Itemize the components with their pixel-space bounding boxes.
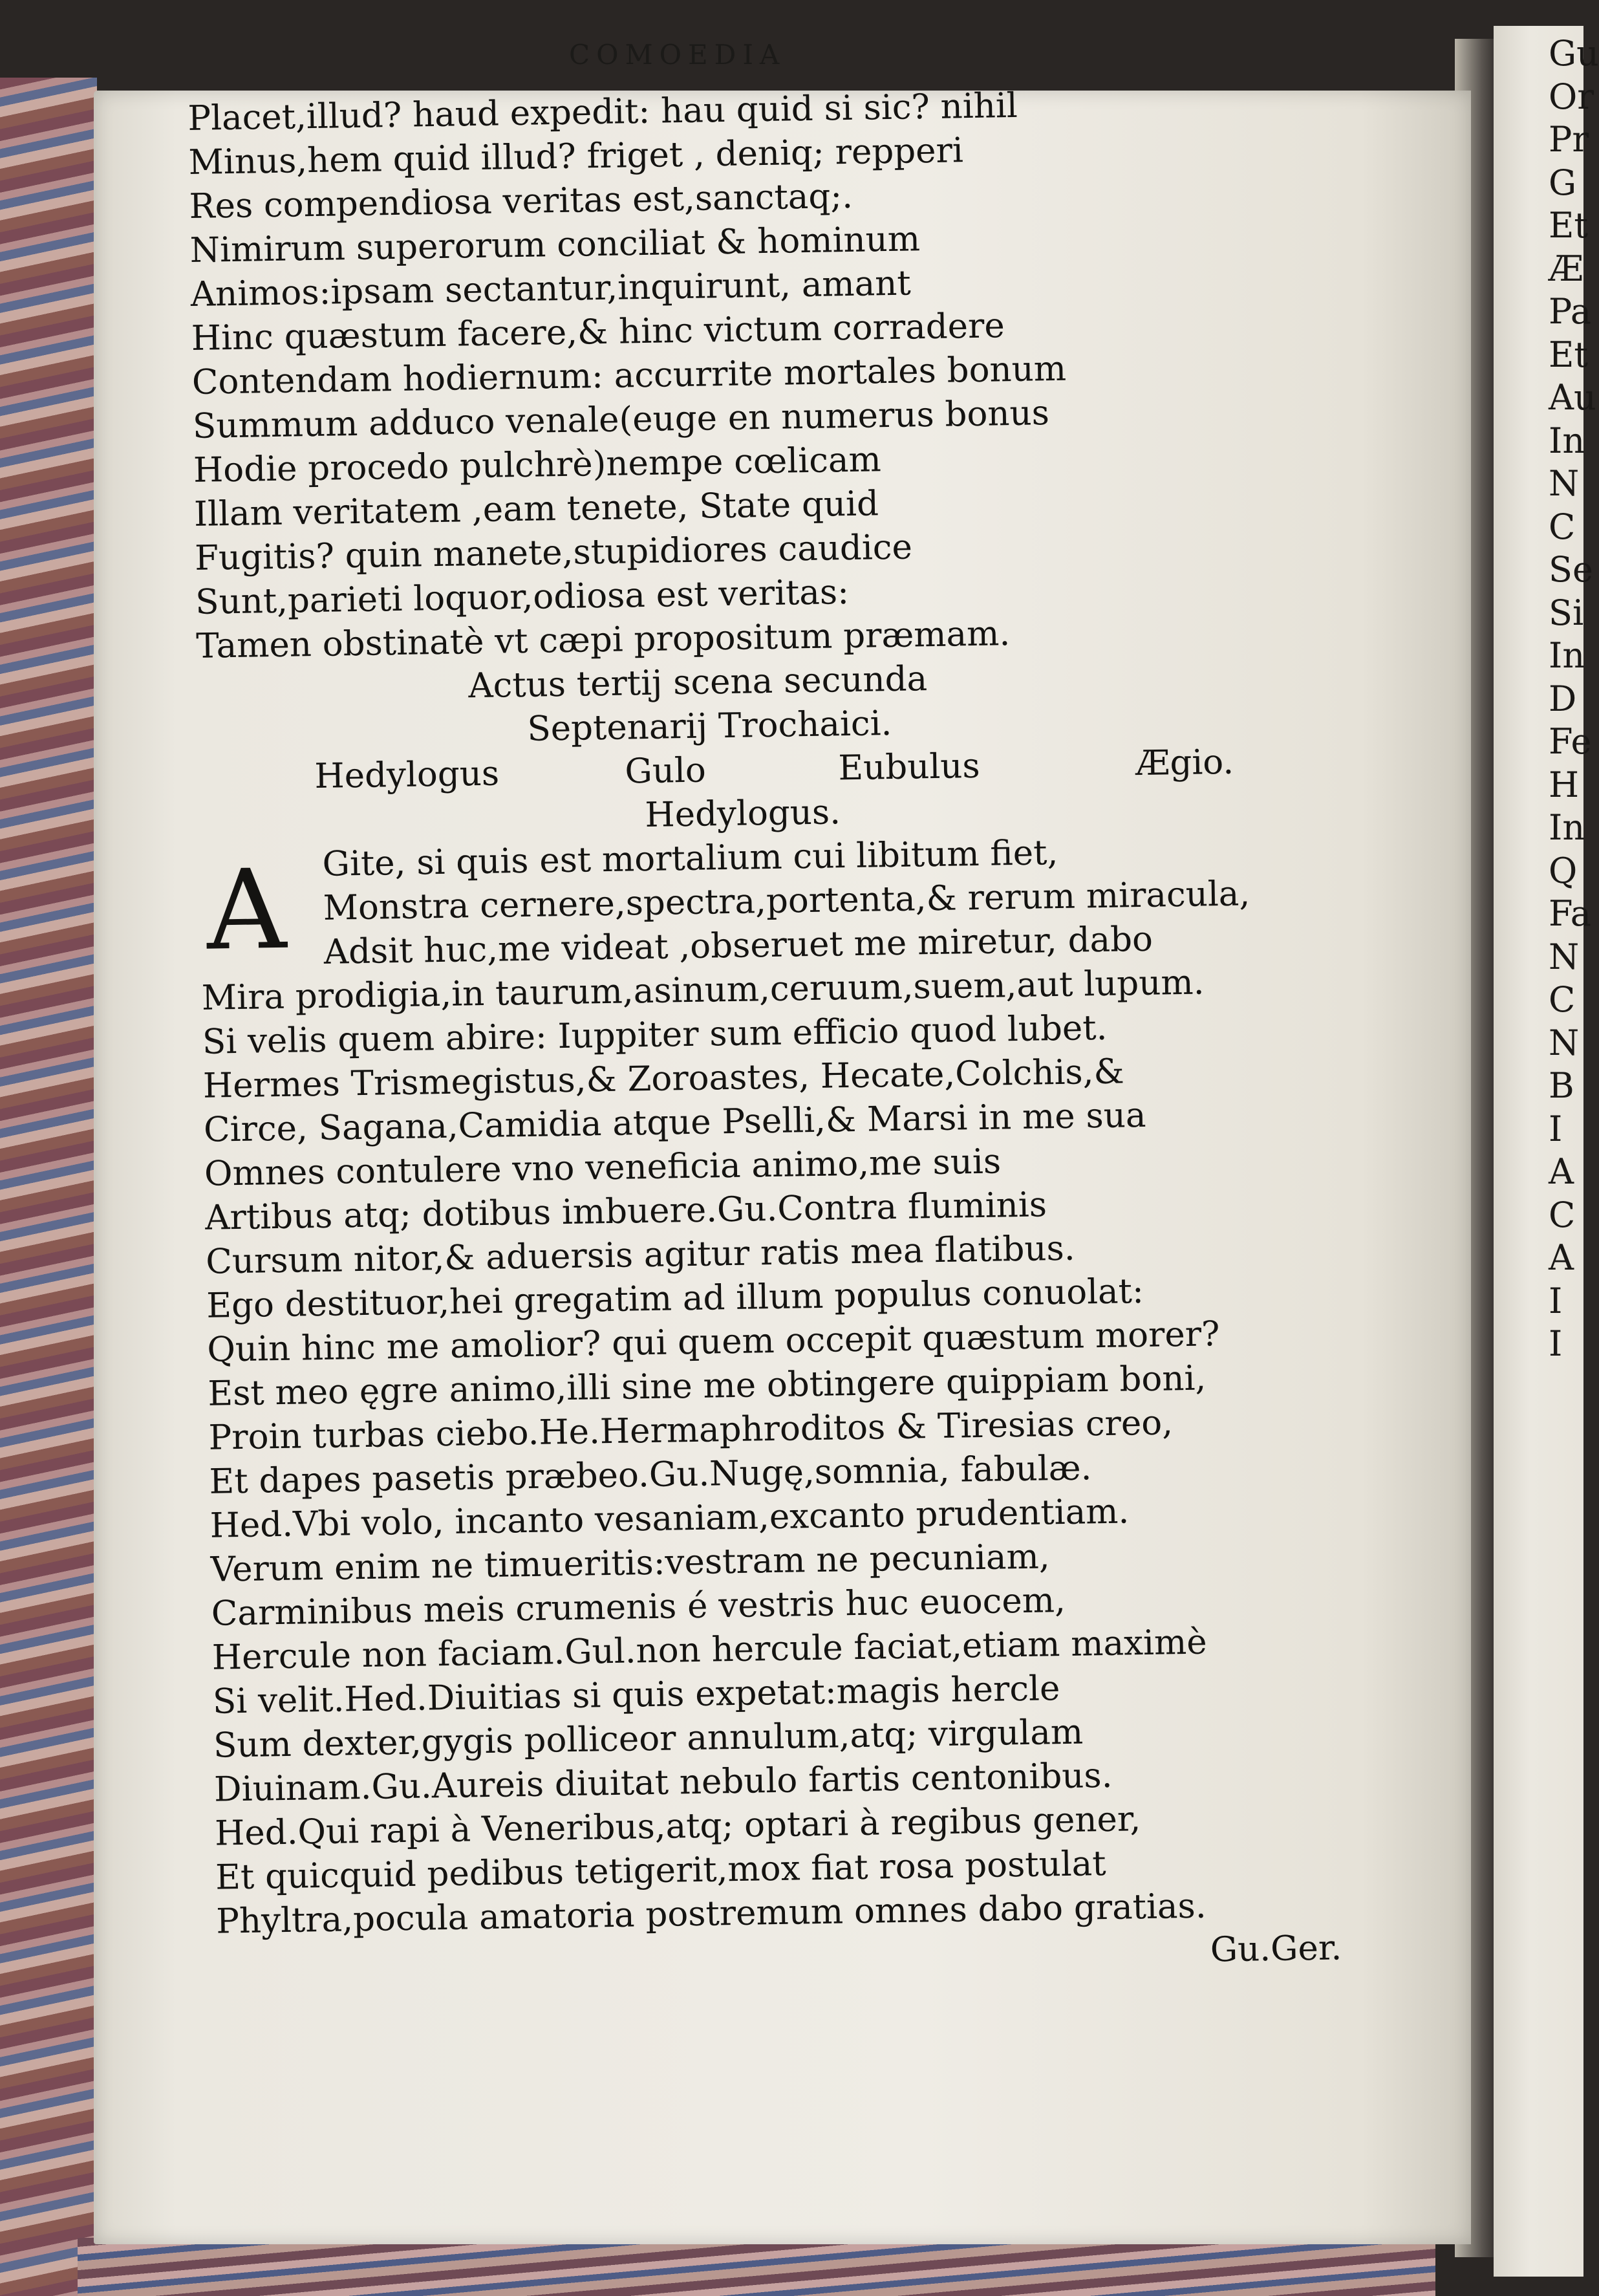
marbled-binding-edge <box>0 78 97 2296</box>
verse-line: Hinc quæstum facere,& hinc victum corradere <box>191 306 1005 358</box>
verse-line: Et dapes pasetis præbeo.Gu.Nugę,somnia, fabulæ. <box>209 1448 1092 1502</box>
current-speaker: Hedylogus. <box>645 792 841 836</box>
facing-page-line-start: B <box>1549 1065 1574 1106</box>
verse-line: Ego destituor,hei gregatim ad illum populus conuolat: <box>206 1272 1144 1326</box>
verse-line: Fugitis? quin manete,stupidiores caudice <box>194 527 913 578</box>
verse-line: Circe, Sagana,Camidia atque Pselli,& Marsi in me sua <box>203 1095 1146 1150</box>
facing-page-letters <box>1549 32 1599 1366</box>
verse-line: Phyltra,pocula amatoria postremum omnes dabo gratias. <box>215 1886 1207 1942</box>
facing-page-line-start: A <box>1549 1237 1574 1278</box>
dropcap-letter: A <box>206 845 288 975</box>
verse-line: Res compendiosa veritas est,sanctaq;. <box>189 176 853 226</box>
verse-line: Contendam hodiernum: accurrite mortales bonum <box>191 349 1067 402</box>
meter-heading: Septenarij Trochaici. <box>526 704 892 749</box>
facing-page-line-start: Au <box>1549 377 1596 418</box>
verse-line: Placet,illud? haud expedit: hau quid si sic? nihil <box>188 85 1018 138</box>
verse-line: Cursum nitor,& aduersis agitur ratis mea flatibus. <box>205 1228 1076 1282</box>
verse-line: Diuinam.Gu.Aureis diuitat nebulo fartis centonibus. <box>213 1755 1113 1810</box>
catchword: Gu.Ger. <box>1210 1928 1342 1970</box>
running-header: COMOEDIA <box>569 39 786 70</box>
facing-page-line-start: Et <box>1549 205 1589 246</box>
facing-page-line-start: N <box>1549 936 1580 977</box>
facing-page-line-start: I <box>1549 1108 1563 1149</box>
verse-line: Illam veritatem ,eam tenete, State quid <box>193 484 879 534</box>
facing-page-line-start: C <box>1549 1194 1576 1235</box>
speaker-name: Eubulus <box>837 746 981 788</box>
verse-line: Omnes contulere vno veneficia animo,me suis <box>204 1142 1002 1194</box>
facing-page-line-start: C <box>1549 979 1576 1020</box>
verse-line: Hodie procedo pulchrè)nempe cœlicam <box>193 440 882 490</box>
facing-page-line-start: In <box>1549 807 1585 848</box>
speaker-name: Gulo <box>624 750 707 792</box>
verse-line: Si velis quem abire: Iuppiter sum efficio quod lubet. <box>202 1008 1108 1062</box>
facing-page-line-start: Et <box>1549 334 1589 375</box>
marbled-bottom-edge <box>78 2238 1435 2296</box>
facing-page-line-start: H <box>1549 764 1580 805</box>
verse-block-bottom <box>201 958 1367 1944</box>
facing-page-line-start: G <box>1549 162 1577 203</box>
facing-page-line-start: Fa <box>1549 893 1591 934</box>
facing-page-line-start: Pa <box>1549 291 1592 332</box>
facing-page-line-start: N <box>1549 1022 1580 1063</box>
verse-line: Sunt,parieti loquor,odiosa est veritas: <box>195 572 850 622</box>
verse-line: Animos:ipsam sectantur,inquirunt, amant <box>190 263 912 314</box>
verse-line: Nimirum superorum conciliat & hominum <box>189 219 921 270</box>
verse-line: Hermes Trismegistus,& Zoroastes, Hecate,Colchis,& <box>202 1052 1125 1106</box>
verse-line: Carminibus meis crumenis é vestris huc euocem, <box>211 1580 1066 1634</box>
verse-line: Hercule non faciam.Gul.non hercule faciat,etiam maximè <box>211 1622 1208 1678</box>
facing-page-line-start: I <box>1549 1323 1563 1364</box>
facing-page-line-start: In <box>1549 635 1585 676</box>
verse-line: Hed.Vbi volo, incanto vesaniam,excanto prudentiam. <box>209 1491 1130 1546</box>
verse-line: Tamen obstinatè vt cæpi propositum præmam. <box>195 614 1011 666</box>
facing-page-line-start: Æ <box>1549 248 1584 289</box>
facing-page-line-start: Gu <box>1549 33 1599 74</box>
verse-line: Adsit huc,me videat ,obseruet me miretur, dabo <box>323 919 1154 972</box>
page-text <box>188 79 1368 1988</box>
speaker-name: Ægio. <box>1135 742 1234 784</box>
verse-line: Proin turbas ciebo.He.Hermaphroditos & Tiresias creo, <box>208 1403 1174 1458</box>
scene-heading: Actus tertij scena secunda <box>467 659 928 706</box>
facing-page-line-start: A <box>1549 1151 1574 1192</box>
verse-line: Artibus atq; dotibus imbuere.Gu.Contra fluminis <box>204 1185 1047 1238</box>
facing-page-line-start: Or <box>1549 76 1594 117</box>
verse-line: Mira prodigia,in taurum,asinum,ceruum,suem,aut lupum. <box>201 962 1205 1018</box>
verse-line: Verum enim ne timueritis:vestram ne pecuniam, <box>210 1537 1051 1590</box>
facing-page-line-start: Si <box>1549 592 1584 633</box>
verse-block-top <box>188 79 1347 669</box>
facing-page-line-start: Pr <box>1549 119 1589 160</box>
speaker-name: Hedylogus <box>314 753 500 797</box>
verse-line: Et quicquid pedibus tetigerit,mox fiat rosa postulat <box>215 1844 1106 1898</box>
verse-line: Est meo ęgre animo,illi sine me obtingere quippiam boni, <box>208 1358 1207 1414</box>
verse-line: Si velit.Hed.Diuitias si quis expetat:magis hercle <box>212 1669 1060 1722</box>
facing-page-line-start: N <box>1549 463 1580 504</box>
dropcap-block <box>199 827 1352 977</box>
facing-page-line-start: In <box>1549 420 1585 461</box>
facing-page-line-start: Q <box>1549 850 1578 891</box>
verse-line: Quin hinc me amolior? qui quem occepit quæstum morer? <box>206 1314 1220 1370</box>
verse-line: Sum dexter,gygis polliceor annulum,atq; virgulam <box>213 1712 1084 1766</box>
facing-page-line-start: I <box>1549 1280 1563 1321</box>
facing-page-line-start: Fe <box>1549 721 1592 762</box>
facing-page-line-start: D <box>1549 678 1577 719</box>
verse-line: Summum adduco venale(euge en numerus bonus <box>192 393 1050 446</box>
verse-line: Minus,hem quid illud? friget , deniq; repperi <box>188 131 964 182</box>
verse-line: Hed.Qui rapi à Veneribus,atq; optari à regibus gener, <box>214 1799 1141 1854</box>
verse-line: Gite, si quis est mortalium cui libitum fiet, <box>322 833 1058 884</box>
verse-line: Monstra cernere,spectra,portenta,& rerum miracula, <box>323 874 1250 928</box>
facing-page-line-start: Se <box>1549 549 1593 590</box>
facing-page-line-start: C <box>1549 506 1576 547</box>
